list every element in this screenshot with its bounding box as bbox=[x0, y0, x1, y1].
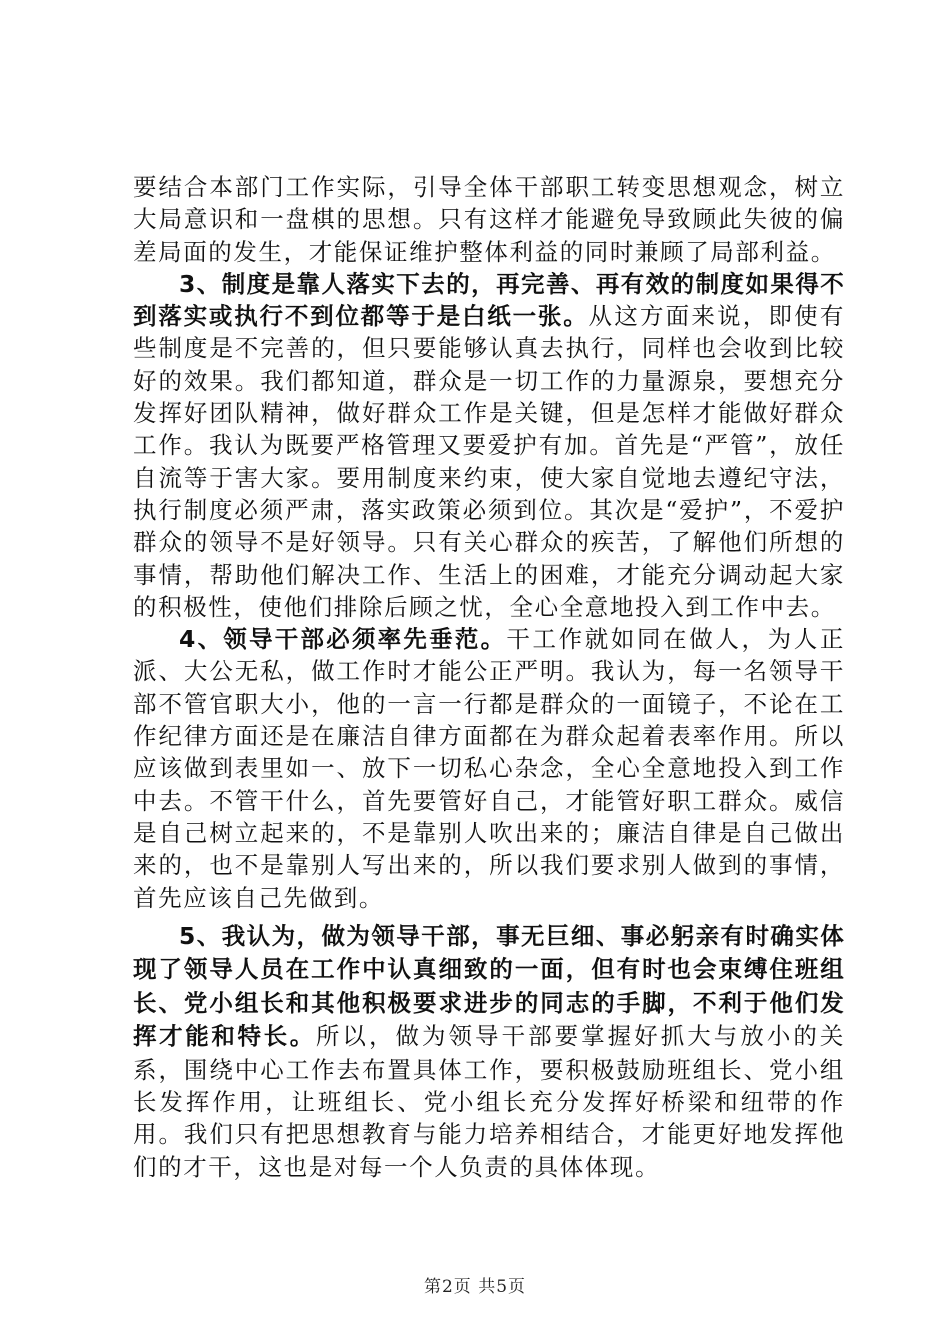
paragraph-point-5 bbox=[133, 920, 845, 1183]
paragraph-point-3 bbox=[133, 268, 845, 623]
paragraph-continuation bbox=[133, 171, 845, 268]
paragraph-text: 所以，做为领导干部要掌握好抓大与放小的关系，围绕中心工作去布置具体工作，要积极鼓励班组长、党小组长发挥作用，让班组长、党小组长充分发挥好桥梁和纽带的作用。我们只有把思想教育与能力培养相结合，才能更好地发挥他们的才干，这也是对每一个人负责的具体体现。 bbox=[133, 1022, 845, 1181]
paragraph-lead: 3、制度是靠人落实下去的，再完善、再有效的制度如果得不到落实或执行不到位都等于是白纸一张。 bbox=[133, 269, 845, 331]
paragraph-lead: 5、我认为，做为领导干部，事无巨细、事必躬亲有时确实体现了领导人员在工作中认真细致的一面，但有时也会束缚住班组长、党小组长和其他积极要求进步的同志的手脚，不利于他们发挥才能和特长。 bbox=[133, 921, 845, 1051]
paragraph-lead: 4、领导干部必须率先垂范。 bbox=[179, 625, 507, 654]
page-number: 第2页 共5页 bbox=[423, 1277, 527, 1297]
paragraph-text: 从这方面来说，即使有些制度是不完善的，但只要能够认真去执行，同样也会收到比较好的效果。我们都知道，群众是一切工作的力量源泉，要想充分发挥好团队精神，做好群众工作是关键，但是怎样才能做好群众工作。我认为既要严格管理又要爱护有加。首先是“严管”，放任自流等于害大家。要用制度来约束，使大家自觉地去遵纪守法，执行制度必须严肃，落实政策必须到位。其次是“爱护”，不爱护群众的领导不是好领导。只有关心群众的疾苦，了解他们所想的事情，帮助他们解决工作、生活上的困难，才能充分调动起大家的积极性，使他们排除后顾之忧，全心全意地投入到工作中去。 bbox=[133, 302, 845, 621]
page-footer bbox=[0, 1272, 950, 1297]
paragraph-point-4 bbox=[133, 623, 845, 914]
paragraph-text: 要结合本部门工作实际，引导全体干部职工转变思想观念，树立大局意识和一盘棋的思想。只有这样才能避免导致顾此失彼的偏差局面的发生，才能保证维护整体利益的同时兼顾了局部利益。 bbox=[133, 173, 845, 266]
document-body bbox=[133, 171, 845, 1183]
paragraph-text: 干工作就如同在做人，为人正派、大公无私，做工作时才能公正严明。我认为，每一名领导干部不管官职大小，他的一言一行都是群众的一面镜子，不论在工作纪律方面还是在廉洁自律方面都在为群众起着表率作用。所以应该做到表里如一、放下一切私心杂念，全心全意地投入到工作中去。不管干什么，首先要管好自己，才能管好职工群众。威信是自己树立起来的，不是靠别人吹出来的；廉洁自律是自己做出来的，也不是靠别人写出来的，所以我们要求别人做到的事情，首先应该自己先做到。 bbox=[133, 625, 845, 912]
